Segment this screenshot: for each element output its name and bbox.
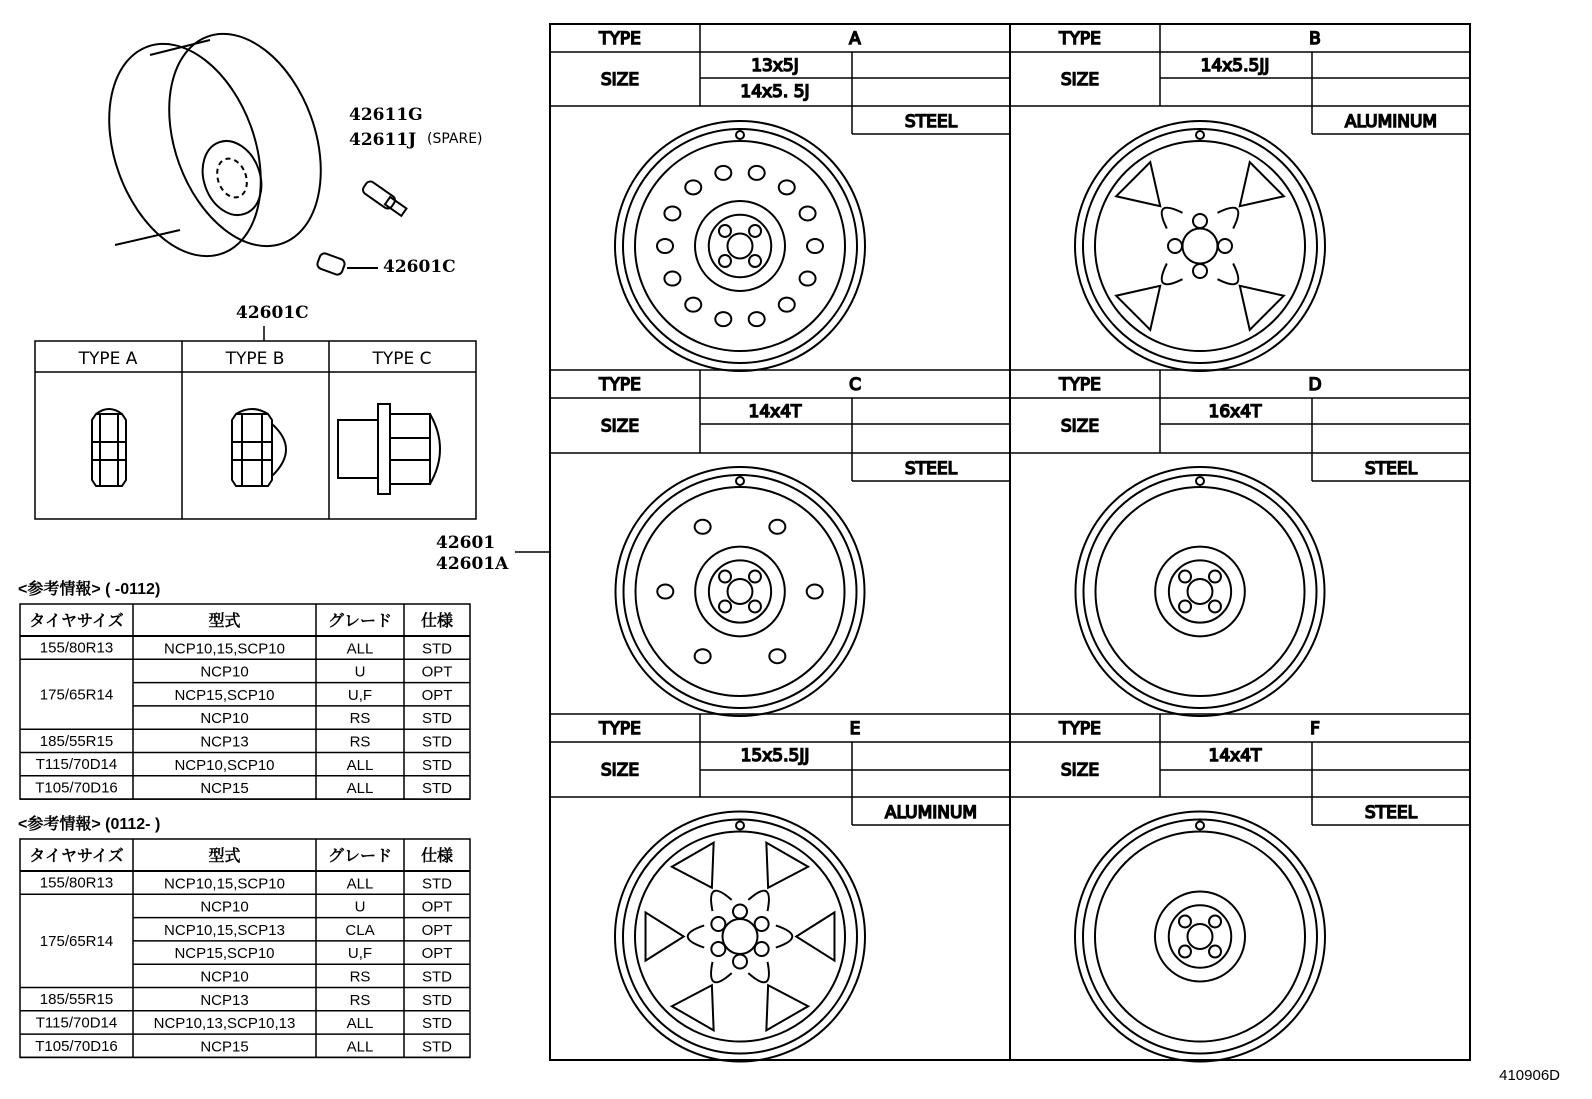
wheel-material: STEEL bbox=[904, 112, 958, 132]
reference-header: タイヤサイズ bbox=[29, 613, 124, 630]
reference-cell: U,F bbox=[347, 686, 373, 704]
wheel-type-label: TYPE bbox=[1059, 719, 1101, 739]
nut-type-a-icon bbox=[92, 409, 126, 486]
wheel-type-value: E bbox=[849, 719, 861, 739]
reference-tire-size: 175/65R14 bbox=[39, 686, 114, 704]
reference-cell: STD bbox=[422, 756, 452, 774]
wheel-e-drawing bbox=[615, 812, 865, 1062]
reference-header: 仕様 bbox=[420, 848, 454, 865]
wheel-cell-a bbox=[550, 24, 1010, 371]
reference-tire-size: 175/65R14 bbox=[39, 932, 114, 950]
wheel-size-label: SIZE bbox=[1060, 70, 1100, 90]
wheel-b-drawing bbox=[1075, 121, 1325, 371]
wheel-d-drawing bbox=[1076, 467, 1325, 716]
reference-cell: ALL bbox=[346, 640, 374, 658]
wheel-type-value: B bbox=[1309, 29, 1321, 49]
reference-cell: NCP10 bbox=[200, 968, 249, 986]
part-42601a: 42601A bbox=[436, 554, 509, 574]
wheel-material: ALUMINUM bbox=[884, 803, 978, 823]
reference-cell: OPT bbox=[421, 921, 453, 939]
wheel-material: ALUMINUM bbox=[1344, 112, 1438, 132]
reference-cell: STD bbox=[422, 710, 452, 728]
wheel-size-value: 14x4T bbox=[1208, 746, 1262, 766]
reference-header: タイヤサイズ bbox=[29, 848, 124, 865]
reference-cell: NCP10,SCP10 bbox=[174, 756, 275, 774]
wheel-size-label: SIZE bbox=[1060, 416, 1100, 437]
wheel-size-value: 16x4T bbox=[1208, 402, 1262, 422]
part-42611j: 42611J bbox=[349, 130, 417, 150]
wheel-type-value: D bbox=[1308, 375, 1322, 395]
reference-cell: U,F bbox=[347, 945, 373, 963]
reference-cell: ALL bbox=[346, 756, 374, 774]
reference-table-2 bbox=[18, 814, 470, 1057]
wheel-size-value: 13x5J bbox=[751, 56, 799, 76]
wheel-size-label: SIZE bbox=[600, 70, 640, 90]
reference-cell: OPT bbox=[421, 686, 453, 704]
reference-cell: NCP13 bbox=[200, 733, 249, 751]
wheel-size-label: SIZE bbox=[1060, 760, 1100, 781]
reference-cell: NCP10 bbox=[200, 663, 249, 681]
nut-type-c-label: TYPE C bbox=[372, 349, 432, 369]
wheel-size-label: SIZE bbox=[600, 760, 640, 781]
diagram-code: 410906D bbox=[1499, 1067, 1560, 1084]
reference-cell: NCP10 bbox=[200, 710, 249, 728]
reference-cell: OPT bbox=[421, 945, 453, 963]
reference-cell: NCP15 bbox=[200, 780, 249, 798]
reference-tire-size: 155/80R13 bbox=[39, 874, 114, 892]
reference-header: 型式 bbox=[208, 848, 241, 865]
part-42601c-callout: 42601C bbox=[383, 257, 456, 277]
tire-illustration bbox=[82, 13, 349, 278]
wheel-size-value: 14x5.5JJ bbox=[1200, 56, 1270, 76]
reference-tire-size: 185/55R15 bbox=[39, 732, 114, 750]
reference-cell: NCP10,15,SCP13 bbox=[164, 921, 285, 939]
wheel-f-drawing bbox=[1075, 812, 1325, 1062]
reference-cell: ALL bbox=[346, 1038, 374, 1056]
reference-header: 仕様 bbox=[420, 613, 454, 630]
wheel-type-value: A bbox=[849, 29, 861, 49]
reference-table-title: <参考情報> ( -0112) bbox=[18, 581, 161, 598]
nut-type-a-label: TYPE A bbox=[78, 349, 138, 369]
wheel-type-label: TYPE bbox=[599, 375, 641, 395]
reference-cell: NCP10,15,SCP10 bbox=[164, 875, 285, 893]
nut-type-b-label: TYPE B bbox=[225, 349, 285, 369]
wheel-type-label: TYPE bbox=[599, 719, 641, 739]
reference-table-title: <参考情報> (0112- ) bbox=[18, 816, 161, 833]
wheel-type-value: F bbox=[1310, 719, 1320, 739]
valve-stem-icon bbox=[361, 180, 406, 216]
nut-type-b-icon bbox=[232, 409, 286, 486]
wheel-material: STEEL bbox=[904, 459, 958, 479]
reference-cell: STD bbox=[422, 733, 452, 751]
wheel-cell-c bbox=[550, 370, 1010, 716]
reference-cell: RS bbox=[349, 991, 371, 1009]
reference-cell: U bbox=[354, 898, 366, 916]
spare-note: (SPARE) bbox=[427, 131, 483, 147]
wheel-cell-f bbox=[1010, 714, 1470, 1062]
reference-cell: ALL bbox=[346, 1015, 374, 1033]
nut-type-c-icon bbox=[338, 404, 440, 494]
wheel-type-value: C bbox=[849, 375, 861, 395]
reference-cell: OPT bbox=[421, 663, 453, 681]
wheel-a-drawing bbox=[615, 121, 865, 371]
wheel-material: STEEL bbox=[1364, 459, 1418, 479]
reference-cell: CLA bbox=[345, 921, 375, 939]
wheel-cell-e bbox=[550, 714, 1010, 1062]
reference-cell: NCP13 bbox=[200, 991, 249, 1009]
reference-cell: NCP15,SCP10 bbox=[174, 945, 275, 963]
reference-header: 型式 bbox=[208, 613, 241, 630]
reference-cell: ALL bbox=[346, 875, 374, 893]
reference-tire-size: 185/55R15 bbox=[39, 991, 114, 1009]
part-42601: 42601 bbox=[436, 533, 496, 553]
reference-cell: STD bbox=[422, 780, 452, 798]
reference-tire-size: T105/70D16 bbox=[35, 779, 118, 797]
wheel-type-label: TYPE bbox=[1059, 375, 1101, 395]
wheel-size-value: 15x5.5JJ bbox=[740, 746, 810, 766]
reference-cell: STD bbox=[422, 640, 452, 658]
reference-cell: NCP10 bbox=[200, 898, 249, 916]
lug-nut-small-icon bbox=[316, 252, 378, 276]
reference-cell: STD bbox=[422, 1015, 452, 1033]
reference-header: グレード bbox=[327, 613, 393, 630]
reference-tire-size: 155/80R13 bbox=[39, 639, 114, 657]
reference-cell: STD bbox=[422, 1038, 452, 1056]
wheel-size-value: 14x4T bbox=[748, 402, 802, 422]
reference-cell: RS bbox=[349, 968, 371, 986]
reference-cell: U bbox=[354, 663, 366, 681]
wheel-type-label: TYPE bbox=[1059, 29, 1101, 49]
wheel-c-drawing bbox=[616, 467, 865, 716]
wheel-cell-d bbox=[1010, 370, 1470, 716]
reference-cell: ALL bbox=[346, 780, 374, 798]
reference-cell: NCP10,13,SCP10,13 bbox=[153, 1015, 296, 1033]
wheel-size-value: 14x5. 5J bbox=[740, 82, 810, 102]
part-42611g: 42611G bbox=[349, 105, 423, 125]
part-42601c-header: 42601C bbox=[236, 303, 309, 323]
reference-cell: OPT bbox=[421, 898, 453, 916]
reference-tire-size: T115/70D14 bbox=[35, 756, 118, 774]
wheel-type-grid bbox=[550, 24, 1470, 1062]
reference-cell: STD bbox=[422, 968, 452, 986]
reference-cell: STD bbox=[422, 991, 452, 1009]
reference-tables bbox=[18, 579, 470, 1057]
reference-tire-size: T105/70D16 bbox=[35, 1037, 118, 1055]
reference-header: グレード bbox=[327, 848, 393, 865]
wheel-size-label: SIZE bbox=[600, 416, 640, 437]
wheel-cell-b bbox=[1010, 24, 1470, 371]
wheel-type-label: TYPE bbox=[599, 29, 641, 49]
reference-table-1 bbox=[18, 579, 470, 799]
wheel-material: STEEL bbox=[1364, 803, 1418, 823]
reference-tire-size: T115/70D14 bbox=[35, 1014, 118, 1032]
reference-cell: RS bbox=[349, 733, 371, 751]
reference-cell: NCP10,15,SCP10 bbox=[164, 640, 285, 658]
reference-cell: RS bbox=[349, 710, 371, 728]
reference-cell: NCP15,SCP10 bbox=[174, 686, 275, 704]
reference-cell: STD bbox=[422, 875, 452, 893]
reference-cell: NCP15 bbox=[200, 1038, 249, 1056]
